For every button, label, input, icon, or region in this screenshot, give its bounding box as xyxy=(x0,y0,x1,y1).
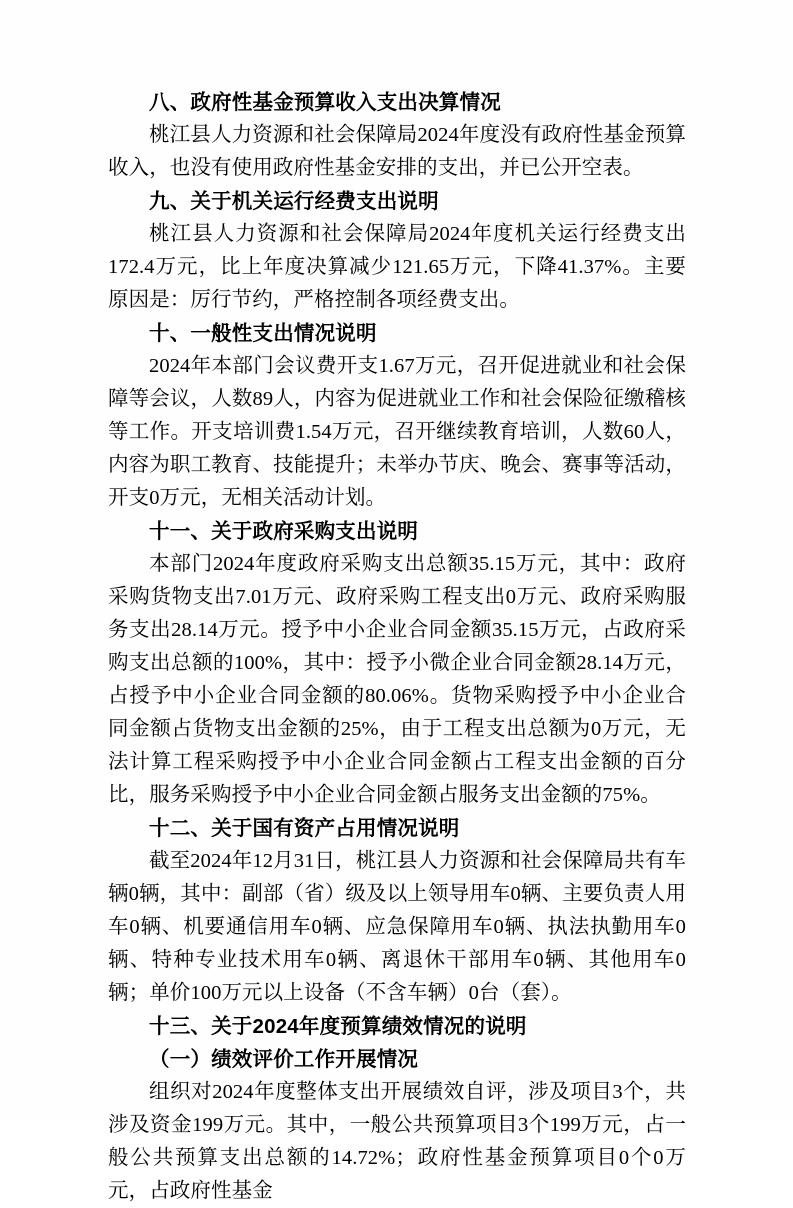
section-heading-10: 十、一般性支出情况说明 xyxy=(149,322,377,345)
section-heading-13: 十三、关于2024年度预算绩效情况的说明 xyxy=(149,1015,527,1038)
section-heading-11: 十一、关于政府采购支出说明 xyxy=(149,520,419,543)
subsection-heading-13-1: （一）绩效评价工作开展情况 xyxy=(149,1048,419,1071)
document-body xyxy=(108,86,686,1208)
paragraph-section-11: 本部门2024年度政府采购支出总额35.15万元，其中：政府采购货物支出7.01万元、政府采购工程支出0万元、政府采购服务支出28.14万元。授予中小企业合同金额35.15万元，占政府采购支出总额的100%，其中：授予小微企业合同金额28.14万元，占授予中小企业合同金额的80.06%。货物采购授予中小企业合同金额占货物支出金额的25%，由于工程支出总额为0万元，无法计算工程采购授予中小企业合同金额占工程支出金额的百分比，服务采购授予中小企业合同金额占服务支出金额的75%。 xyxy=(108,553,686,806)
paragraph-section-12: 截至2024年12月31日，桃江县人力资源和社会保障局共有车辆0辆，其中：副部（省）级及以上领导用车0辆、主要负责人用车0辆、机要通信用车0辆、应急保障用车0辆、执法执勤用车0辆、特种专业技术用车0辆、离退休干部用车0辆、其他用车0辆；单价100万元以上设备（不含车辆）0台（套）。 xyxy=(108,850,686,1004)
paragraph-section-9: 桃江县人力资源和社会保障局2024年度机关运行经费支出172.4万元，比上年度决算减少121.65万元，下降41.37%。主要原因是：厉行节约，严格控制各项经费支出。 xyxy=(108,223,686,311)
paragraph-section-8: 桃江县人力资源和社会保障局2024年度没有政府性基金预算收入，也没有使用政府性基金安排的支出，并已公开空表。 xyxy=(108,124,686,179)
paragraph-section-10: 2024年本部门会议费开支1.67万元，召开促进就业和社会保障等会议，人数89人，内容为促进就业工作和社会保险征缴稽核等工作。开支培训费1.54万元，召开继续教育培训，人数60人，内容为职工教育、技能提升；未举办节庆、晚会、赛事等活动，开支0万元，无相关活动计划。 xyxy=(108,355,686,509)
section-heading-8: 八、政府性基金预算收入支出决算情况 xyxy=(149,91,501,114)
paragraph-section-13-1: 组织对2024年度整体支出开展绩效自评，涉及项目3个，共涉及资金199万元。其中，一般公共预算项目3个199万元，占一般公共预算支出总额的14.72%；政府性基金预算项目0个0万元，占政府性基金 xyxy=(108,1081,686,1202)
section-heading-9: 九、关于机关运行经费支出说明 xyxy=(149,190,439,213)
section-heading-12: 十二、关于国有资产占用情况说明 xyxy=(149,817,460,840)
